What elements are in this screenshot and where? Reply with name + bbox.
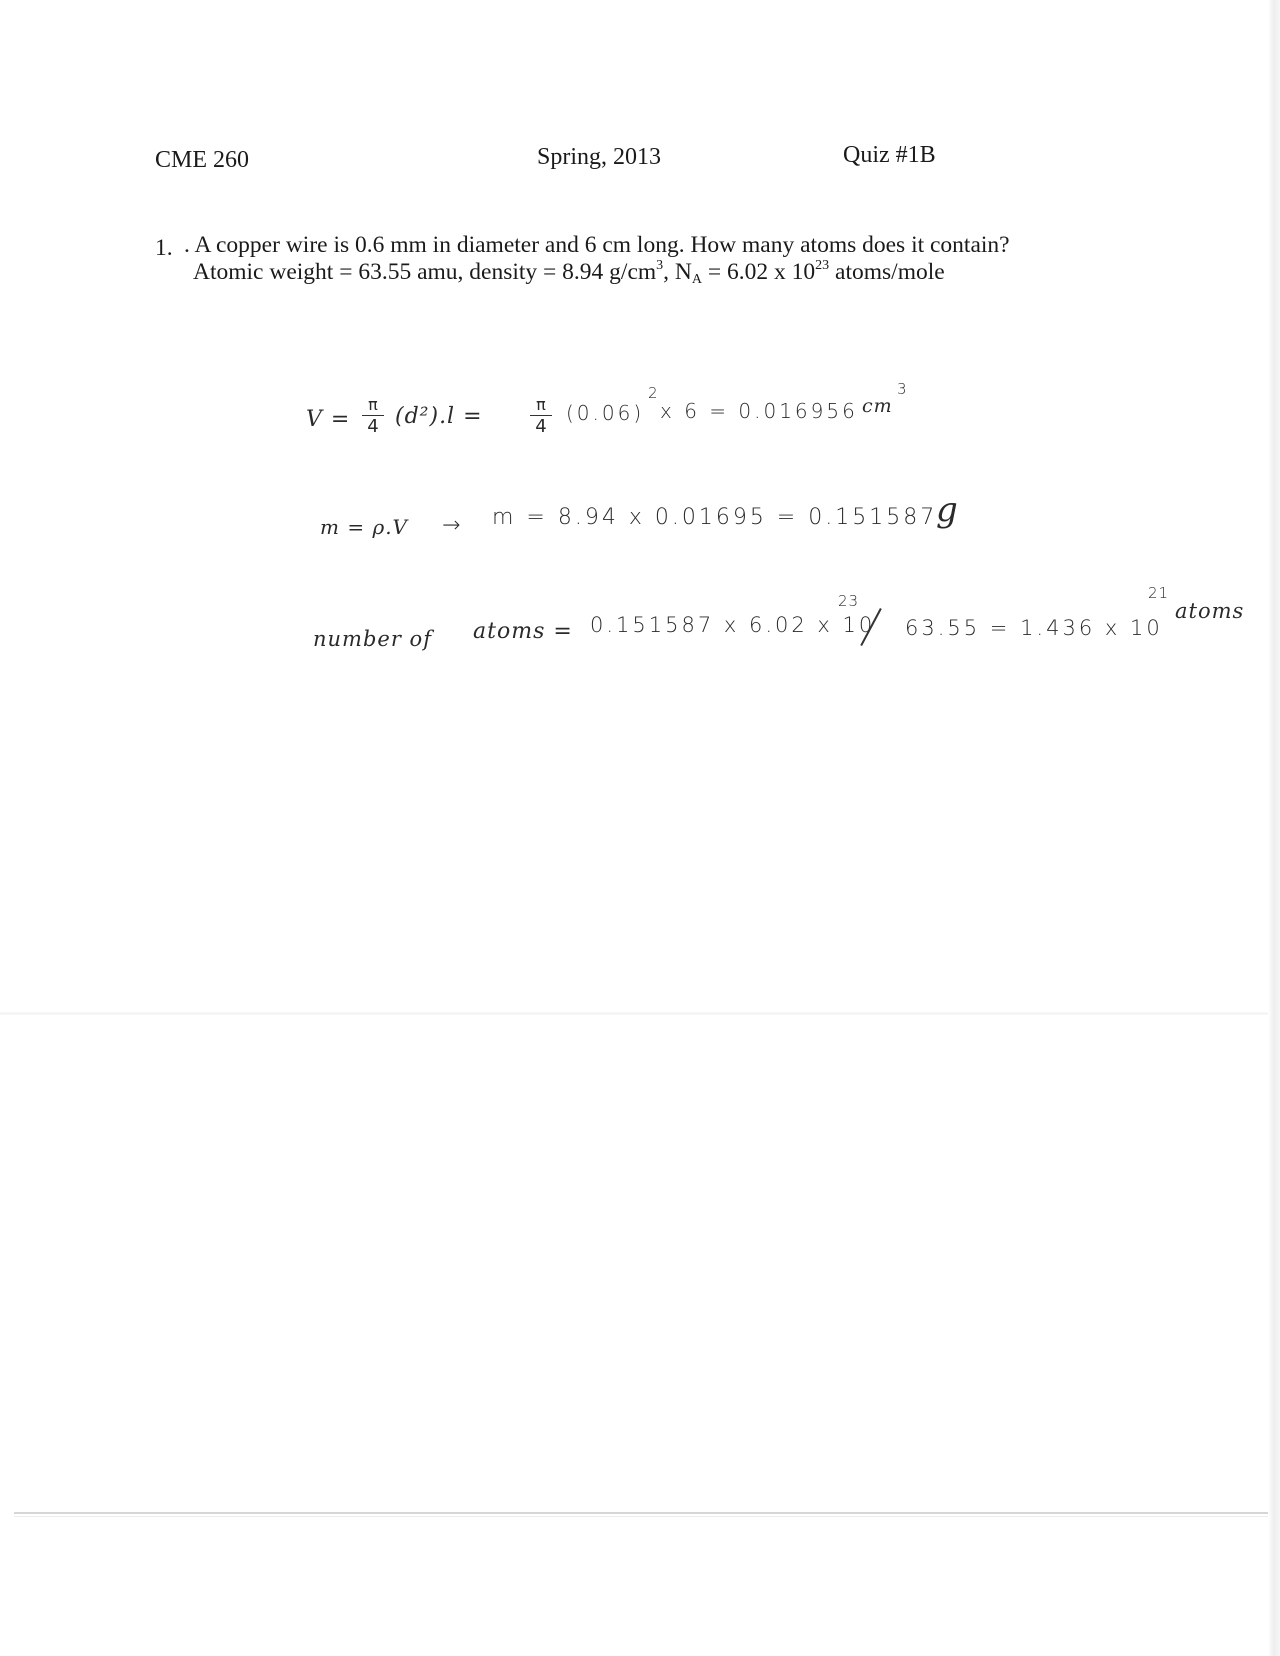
atoms-numerator: 0.151587 x 6.02 x 10 [590, 613, 876, 637]
frac-denominator: 4 [367, 416, 379, 437]
pi-over-4-second [530, 396, 552, 437]
quiz-title: Quiz #1B [843, 142, 936, 168]
avogadro-unit: atoms/mole [829, 259, 945, 285]
avogadro-exponent-hw: 23 [838, 592, 860, 610]
scan-edge [1268, 0, 1280, 1656]
avogadro-symbol: , N [663, 259, 692, 285]
mass-lhs: m = ρ.V [320, 515, 408, 539]
mass-unit: g [936, 490, 959, 530]
cm-exponent: 3 [656, 258, 664, 273]
mass-calculation: m = 8.94 x 0.01695 = 0.151587 [492, 505, 938, 530]
avogadro-subscript: A [691, 272, 703, 287]
frac-denominator: 4 [535, 416, 547, 437]
term: Spring, 2013 [537, 144, 662, 170]
avogadro-value: = 6.02 x 10 [702, 259, 816, 285]
fold-line [0, 1012, 1268, 1015]
atoms-label-2: atoms = [473, 619, 573, 644]
question-number: 1. [155, 235, 173, 261]
volume-unit-exponent: 3 [897, 380, 908, 398]
volume-lhs: V = [306, 407, 351, 432]
atoms-unit: atoms [1175, 599, 1245, 623]
question-constants [193, 258, 945, 290]
volume-diameter: (0.06) [566, 401, 645, 425]
mass-arrow: → [442, 513, 464, 538]
avogadro-exponent: 23 [815, 258, 830, 273]
scan-line [14, 1512, 1268, 1514]
constants-weight-density: Atomic weight = 63.55 amu, density = 8.94 g/cm [193, 259, 657, 285]
atoms-label: number of [313, 627, 432, 651]
volume-square: 2 [648, 384, 659, 402]
atoms-result: 63.55 = 1.436 x 10 [905, 616, 1163, 640]
frac-numerator: π [368, 395, 378, 414]
pi-over-4-first [362, 396, 384, 437]
scan-line-shadow [14, 1516, 1268, 1517]
volume-result: x 6 = 0.016956 [660, 399, 858, 423]
volume-formula: (d²).l = [395, 404, 483, 429]
course-code: CME 260 [155, 147, 250, 173]
frac-numerator: π [536, 395, 546, 414]
volume-unit: cm [862, 395, 893, 417]
question-text: . A copper wire is 0.6 mm in diameter and 6 cm long. How many atoms does it contain? [184, 232, 1010, 258]
result-exponent: 21 [1148, 584, 1170, 602]
